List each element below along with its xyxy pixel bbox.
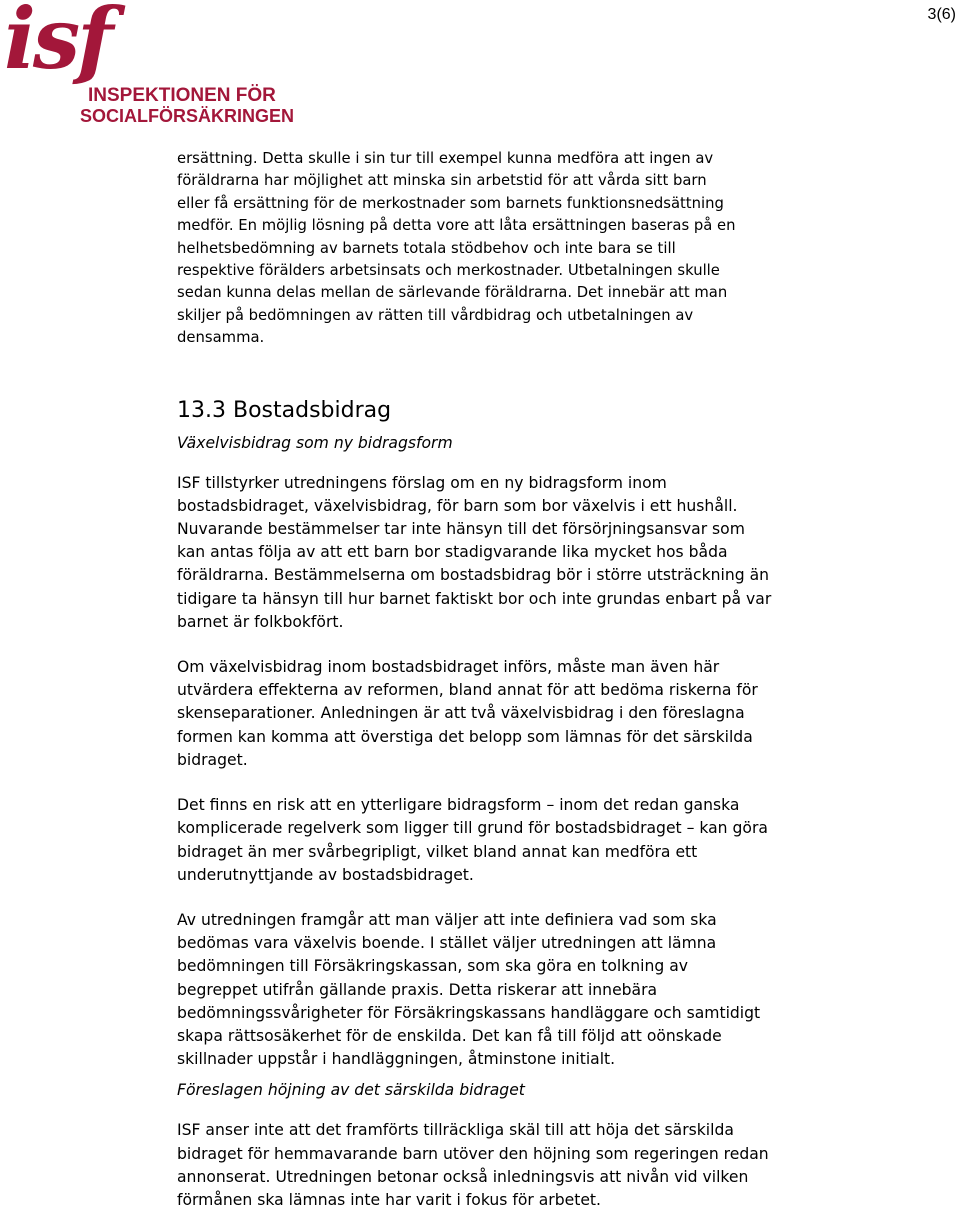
logo-line-2: SOCIALFÖRSÄKRINGEN (80, 106, 295, 126)
section-heading: 13.3 Bostadsbidrag (177, 397, 392, 423)
paragraph-4: Av utredningen framgår att man väljer att inte definiera vad som ska bedömas vara växelvis boende. I stället väljer utredningen att lämna bedömningen till Försäkringskassan, som ska göra en tolkning av begreppet utifrån gällande praxis. Detta riskerar att innebära bedömningssvårigheter för Försäkringskassans handläggare och samtidigt skapa rättsosäkerhet för de enskilda. Det kan få till följd att oönskade skillnader uppstår i handläggningen, åtminstone initialt. (177, 910, 761, 1069)
paragraph-2: Om växelvisbidrag inom bostadsbidraget införs, måste man även här utvärdera effekterna av reformen, bland annat för att bedöma riskerna för skenseparationer. Anledningen är att två växelvisbidrag i den föreslagna formen kan komma att överstiga det belopp som lämnas för det särskilda bidraget. (177, 658, 758, 769)
paragraph-1: ISF tillstyrker utredningens förslag om en ny bidragsform inom bostadsbidraget, växelvisbidrag, för barn som bor växelvis i ett hushåll. Nuvarande bestämmelser tar inte hänsyn till det försörjningsansvar som kan antas följa av att ett barn bor stadigvarande lika mycket hos båda föräldrarna. Bestämmelserna om bostadsbidrag bör i större utsträckning än tidigare ta hänsyn till hur barnet faktiskt bor och inte grundas enbart på var barnet är folkbokfört. (177, 473, 772, 631)
document-body (177, 148, 837, 1212)
logo-mark: isf (4, 0, 111, 88)
paragraph-3: Det finns en risk att en ytterligare bidragsform – inom det redan ganska komplicerade regelverk som ligger till grund för bostadsbidraget – kan göra bidraget än mer svårbegripligt, vilket bland annat kan medföra ett underutnyttjande av bostadsbidraget. (177, 796, 768, 884)
subheading-vaxelvisbidrag: Växelvisbidrag som ny bidragsform (177, 433, 453, 452)
intro-paragraph: ersättning. Detta skulle i sin tur till exempel kunna medföra att ingen av föräldrarna har möjlighet att minska sin arbetstid för att vårda sitt barn eller få ersättning för de merkostnader som barnets funktionsnedsättning medför. En möjlig lösning på detta vore att låta ersättningen baseras på en helhetsbedömning av barnets totala stödbehov och inte bara se till respektive förälders arbetsinsats och merkostnader. Utbetalningen skulle sedan kunna delas mellan de särlevande föräldrarna. Det innebär att man skiljer på bedömningen av rätten till vårdbidrag och utbetalningen av densamma. (177, 150, 736, 347)
subheading-sarskilda-bidraget: Föreslagen höjning av det särskilda bidraget (177, 1081, 525, 1100)
isf-logo (0, 0, 295, 132)
page-number: 3(6) (927, 6, 956, 23)
paragraph-5: ISF anser inte att det framförts tillräckliga skäl till att höja det särskilda bidraget för hemmavarande barn utöver den höjning som regeringen redan annonserat. Utredningen betonar också inledningsvis att nivån vid vilken förmånen ska lämnas inte har varit i fokus för arbetet. (177, 1121, 769, 1209)
logo-line-1: INSPEKTIONEN FÖR (88, 85, 276, 106)
